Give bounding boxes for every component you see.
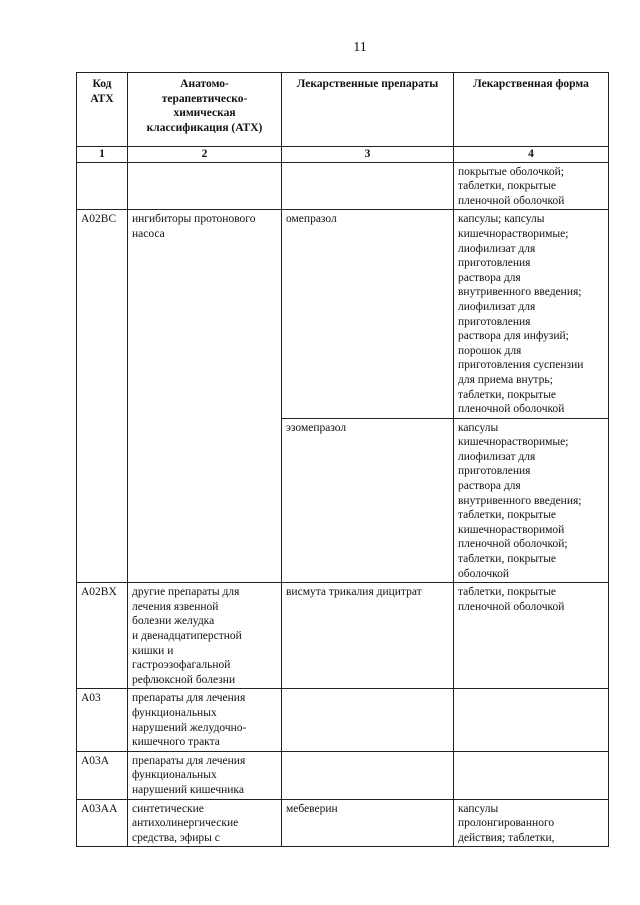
classification-cell: другие препараты для лечения язвенной болезни желудка и двенадцатиперстной кишки и гастроэзофагальной рефлюксной болезни <box>128 583 282 689</box>
drug-cell <box>282 751 454 799</box>
table-row <box>77 583 609 689</box>
column-number: 2 <box>128 147 282 163</box>
table-row <box>77 162 609 210</box>
column-number: 4 <box>454 147 609 163</box>
code-cell: A02BX <box>77 583 128 689</box>
drug-cell <box>282 689 454 751</box>
header-drugs: Лекарственные препараты <box>282 73 454 147</box>
form-cell: таблетки, покрытые пленочной оболочкой <box>454 583 609 689</box>
drug-cell: висмута трикалия дицитрат <box>282 583 454 689</box>
classification-cell: препараты для лечения функциональных нарушений кишечника <box>128 751 282 799</box>
header-classification: Анатомо- терапевтическо- химическая классификация (АТХ) <box>128 73 282 147</box>
column-number-row <box>77 147 609 163</box>
table-row <box>77 799 609 847</box>
classification-cell: синтетические антихолинергические средства, эфиры с <box>128 799 282 847</box>
page-number: 11 <box>353 40 367 55</box>
atx-table <box>76 72 609 847</box>
classification-cell <box>128 162 282 210</box>
code-cell <box>77 162 128 210</box>
drug-cell: мебеверин <box>282 799 454 847</box>
form-cell: капсулы кишечнорастворимые; лиофилизат для приготовления раствора для внутривенного введения; таблетки, покрытые кишечнорастворимой пленочной оболочкой; таблетки, покрытые оболочкой <box>454 418 609 583</box>
classification-cell: препараты для лечения функциональных нарушений желудочно- кишечного тракта <box>128 689 282 751</box>
drug-cell: омепразол <box>282 210 454 418</box>
code-cell: A03 <box>77 689 128 751</box>
table-row <box>77 689 609 751</box>
drug-cell: эзомепразол <box>282 418 454 583</box>
column-number: 3 <box>282 147 454 163</box>
form-cell: покрытые оболочкой; таблетки, покрытые пленочной оболочкой <box>454 162 609 210</box>
code-cell: A03A <box>77 751 128 799</box>
classification-cell: ингибиторы протонового насоса <box>128 210 282 583</box>
header-code: Код АТХ <box>77 73 128 147</box>
form-cell: капсулы; капсулы кишечнорастворимые; лиофилизат для приготовления раствора для внутривенного введения; лиофилизат для приготовления раствора для инфузий; порошок для приготовления суспензии для приема внутрь; таблетки, покрытые пленочной оболочкой <box>454 210 609 418</box>
drug-cell <box>282 162 454 210</box>
code-cell: A02BC <box>77 210 128 583</box>
table-row <box>77 751 609 799</box>
form-cell: капсулы пролонгированного действия; таблетки, <box>454 799 609 847</box>
table-row <box>77 210 609 418</box>
form-cell <box>454 689 609 751</box>
header-form: Лекарственная форма <box>454 73 609 147</box>
table-header-row <box>77 73 609 147</box>
column-number: 1 <box>77 147 128 163</box>
form-cell <box>454 751 609 799</box>
code-cell: A03AA <box>77 799 128 847</box>
